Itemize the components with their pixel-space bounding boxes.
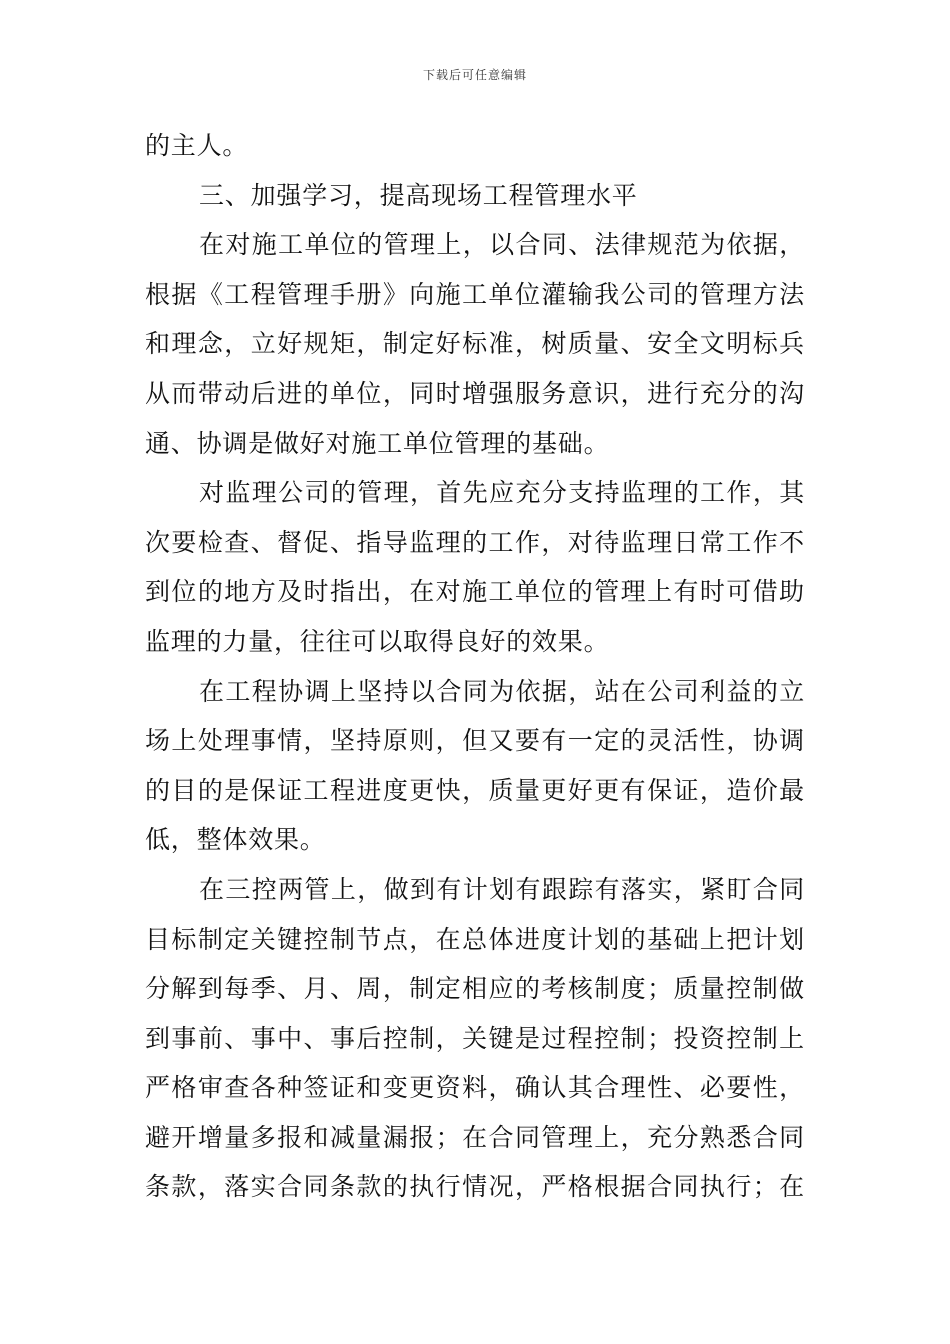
text-line: 在对施工单位的管理上，以合同、法律规范为依据， [199, 230, 805, 260]
text-line: 目标制定关键控制节点，在总体进度计划的基础上把计划 [145, 924, 805, 954]
text-line: 到位的地方及时指出，在对施工单位的管理上有时可借助 [145, 577, 805, 607]
text-line: 严格审查各种签证和变更资料，确认其合理性、必要性， [145, 1073, 805, 1103]
text-line: 根据《工程管理手册》向施工单位灌输我公司的管理方法 [145, 279, 805, 309]
text-line: 的主人。 [145, 131, 249, 160]
text-line: 条款，落实合同条款的执行情况，严格根据合同执行；在 [145, 1172, 805, 1202]
text-line: 对监理公司的管理，首先应充分支持监理的工作，其 [199, 478, 805, 508]
text-line: 从而带动后进的单位，同时增强服务意识，进行充分的沟 [145, 378, 805, 408]
text-line: 分解到每季、月、周，制定相应的考核制度；质量控制做 [145, 974, 805, 1004]
text-line: 和理念，立好规矩，制定好标准，树质量、安全文明标兵 [145, 329, 805, 359]
document-body [145, 121, 805, 1212]
text-line: 三、加强学习，提高现场工程管理水平 [199, 180, 638, 210]
text-line: 次要检查、督促、指导监理的工作，对待监理日常工作不 [145, 527, 805, 557]
text-line: 的目的是保证工程进度更快，质量更好更有保证，造价最 [145, 775, 805, 805]
text-line: 监理的力量，往往可以取得良好的效果。 [145, 626, 610, 656]
text-line: 在三控两管上，做到有计划有跟踪有落实，紧盯合同 [199, 874, 805, 904]
text-line: 到事前、事中、事后控制，关键是过程控制；投资控制上 [145, 1023, 805, 1053]
text-line: 在工程协调上坚持以合同为依据，站在公司利益的立 [199, 676, 805, 706]
text-line: 低，整体效果。 [145, 825, 326, 855]
text-line: 通、协调是做好对施工单位管理的基础。 [145, 428, 610, 458]
text-line: 避开增量多报和减量漏报；在合同管理上，充分熟悉合同 [145, 1122, 805, 1152]
page-header-note: 下载后可任意编辑 [422, 68, 527, 82]
text-line: 场上处理事情，坚持原则，但又要有一定的灵活性，协调 [145, 726, 805, 756]
